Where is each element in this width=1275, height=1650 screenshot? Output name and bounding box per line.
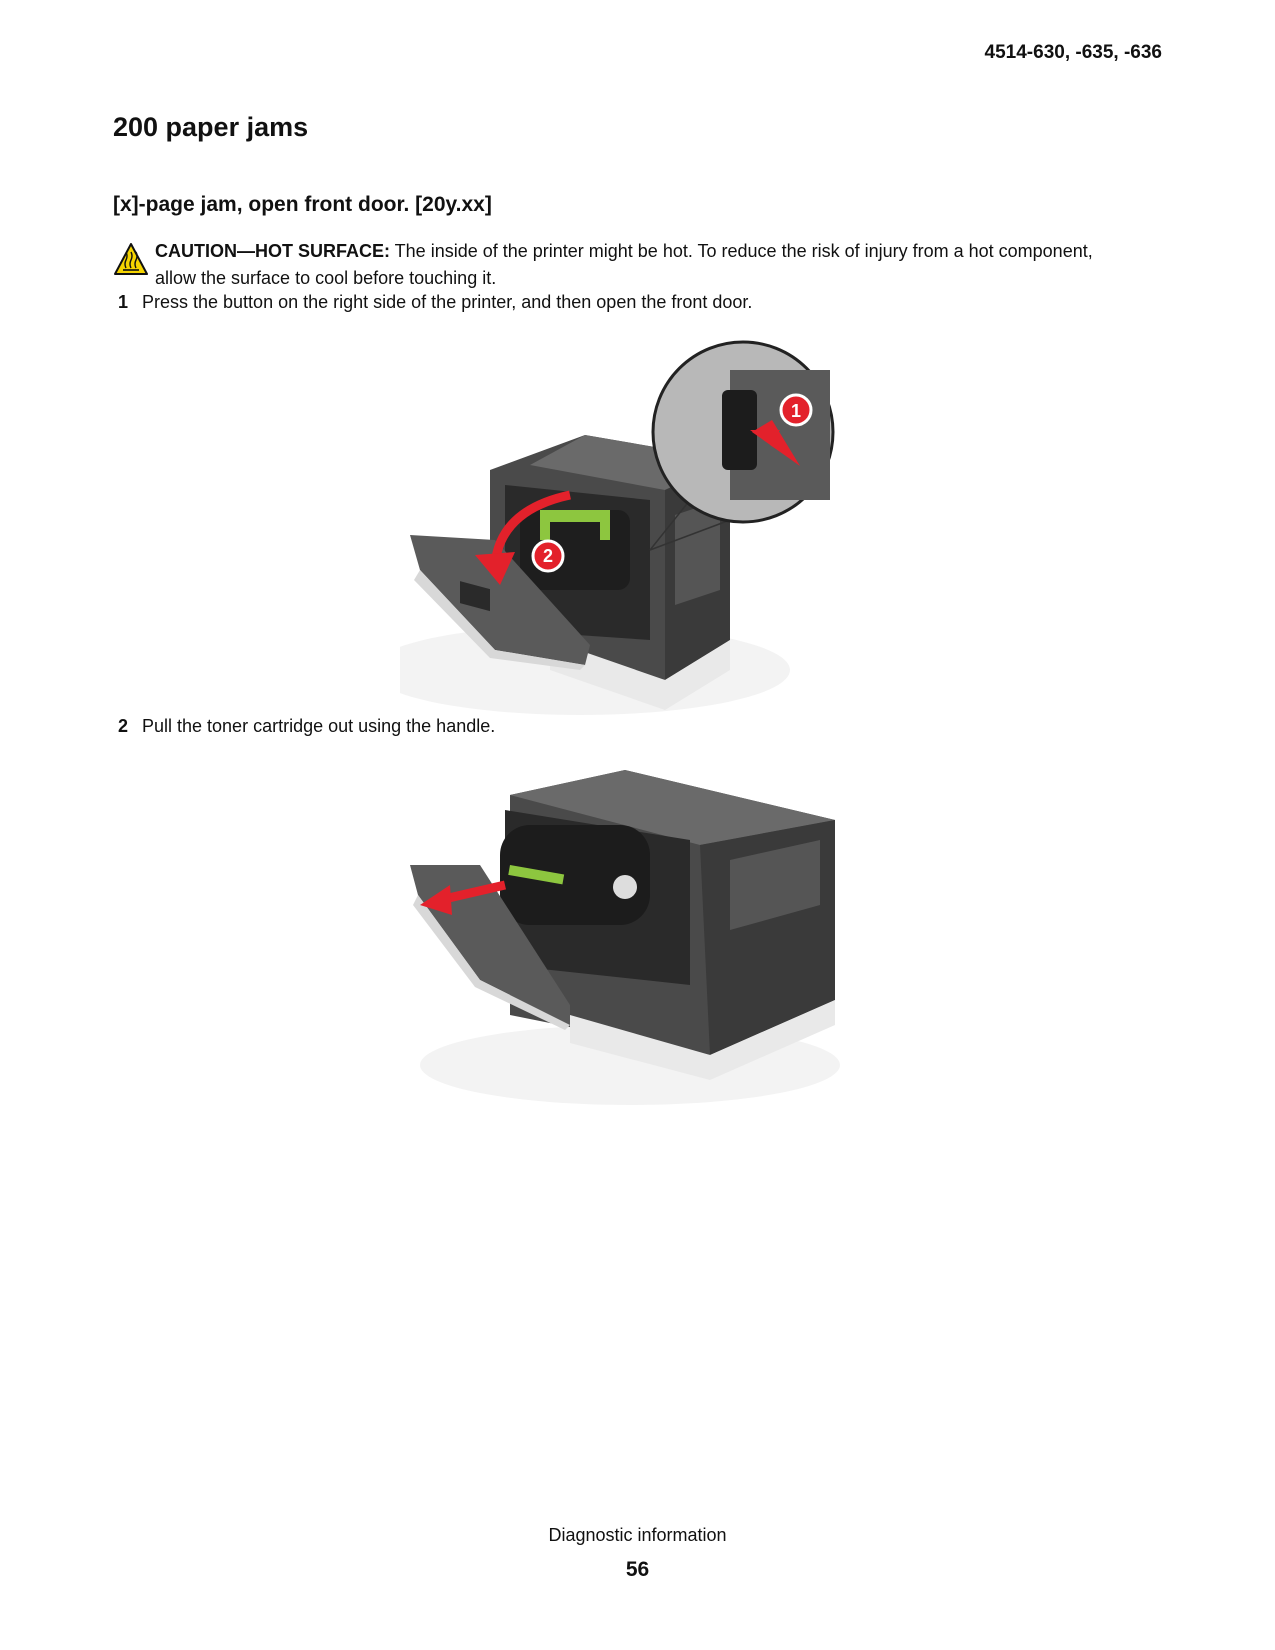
callout-2: 2 (542, 546, 554, 566)
step-number: 1 (118, 292, 129, 312)
hot-surface-warning-icon (113, 242, 149, 276)
step-2 (118, 716, 495, 737)
step-text: Pull the toner cartridge out using the handle. (142, 716, 496, 736)
caution-text (155, 238, 1113, 292)
footer-section-label: Diagnostic information (548, 1525, 727, 1545)
page-number: 56 (625, 1558, 650, 1581)
caution-note (113, 238, 1113, 292)
step-1 (118, 292, 752, 313)
section-title: 200 paper jams (113, 112, 309, 142)
subsection-title: [x]-page jam, open front door. [20y.xx] (113, 193, 492, 216)
toner-removal-illustration (410, 765, 850, 1105)
caution-label: CAUTION—HOT SURFACE: (155, 241, 390, 261)
step-text: Press the button on the right side of the printer, and then open the front door. (142, 292, 753, 312)
document-model-number: 4514-630, -635, -636 (984, 42, 1162, 63)
printer-open-door-illustration (400, 340, 900, 720)
caution-body: The inside of the printer might be hot. To reduce the risk of injury from a hot component, allow the surface to cool before touching it. (155, 241, 1093, 288)
callout-1: 1 (790, 401, 802, 421)
step-number: 2 (118, 716, 129, 736)
